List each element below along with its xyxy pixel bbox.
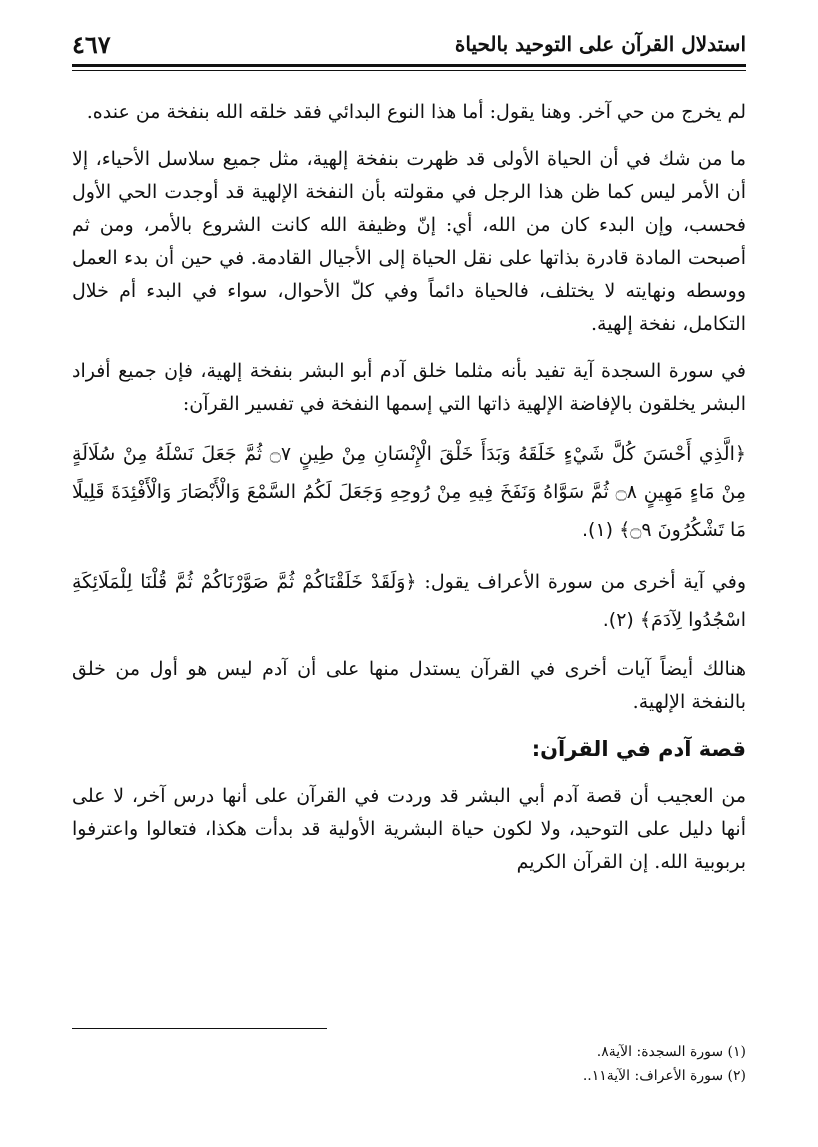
page-header: [72, 26, 746, 62]
page-body: [72, 96, 746, 893]
header-rule-thin: [72, 70, 746, 71]
header-rule: [72, 64, 746, 67]
page-number: ٤٦٧: [72, 30, 111, 59]
footnote-1: (١) سورة السجدة: الآية٨.: [596, 1044, 746, 1060]
section-heading: قصة آدم في القرآن:: [531, 737, 746, 761]
quran-verse-araf: ﴿وَلَقَدْ خَلَقْنَاكُمْ ثُمَّ صَوَّرْنَاكُمْ ثُمَّ قُلْنَا لِلْمَلَائِكَةِ اسْجُدُوا لِآدَمَ﴾ (٢).: [72, 571, 746, 631]
running-title: استدلال القرآن على التوحيد بالحياة: [454, 32, 746, 56]
paragraph-3: في سورة السجدة آية تفيد بأنه مثلما خلق آدم أبو البشر بنفخة إلهية، فإن جميع أفراد البشر يخلقون بالإفاضة الإلهية ذاتها التي إسمها النفخة في تفسير القرآن:: [72, 360, 746, 415]
paragraph-1: لم يخرج من حي آخر. وهنا يقول: أما هذا النوع البدائي فقد خلقه الله بنفخة من عنده.: [86, 101, 746, 123]
footnote-2: (٢) سورة الأعراف: الآية١١..: [582, 1068, 746, 1084]
quran-verse-sajda: ﴿الَّذِي أَحْسَنَ كُلَّ شَيْءٍ خَلَقَهُ وَبَدَأَ خَلْقَ الْإِنْسَانِ مِنْ طِينٍ ۝٧ ثُمَّ جَعَلَ نَسْلَهُ مِنْ سُلَالَةٍ مِنْ مَاءٍ مَهِينٍ ۝٨ ثُمَّ سَوَّاهُ وَنَفَخَ فِيهِ مِنْ رُوحِهِ وَجَعَلَ لَكُمُ السَّمْعَ وَالْأَبْصَارَ وَالْأَفْئِدَةَ قَلِيلًا مَا تَشْكُرُونَ ۝٩﴾ (١).: [72, 443, 747, 541]
paragraph-6: من العجيب أن قصة آدم أبي البشر قد وردت في القرآن على أنها درس آخر، لا على أنها دليل على التوحيد، ولا لكون حياة البشرية الأولية قد بدأت هكذا، فتعالوا واعترفوا بربوبية الله. إن القرآن الكريم: [72, 785, 746, 873]
footnote-rule: [72, 1028, 327, 1029]
paragraph-5: هنالك أيضاً آيات أخرى في القرآن يستدل منها على أن آدم ليس هو أول من خلق بالنفخة الإلهية.: [72, 658, 746, 713]
footnote-list: [72, 1040, 746, 1088]
paragraph-4-intro: وفي آية أخرى من سورة الأعراف يقول:: [424, 571, 746, 593]
paragraph-2: ما من شك في أن الحياة الأولى قد ظهرت بنفخة إلهية، مثل جميع سلاسل الأحياء، إلا أن الأمر ليس كما ظن هذا الرجل في مقولته بأن النفخة الإلهية قد أوجدت الحي الأول فحسب، وإن البدء كان من الله، أي: إنّ وظيفة الله كانت الشروع بالأمر، ومن ثم أصبحت المادة قادرة بذاتها على نقل الحياة إلى الأجيال القادمة. في حين أن بدء العمل ووسطه ونهايته لا يختلف، فالحياة دائماً وفي كلّ الأحوال، سواء في البدء أم خلال التكامل، نفخة إلهية.: [72, 148, 746, 335]
paragraph-4: [72, 563, 746, 639]
